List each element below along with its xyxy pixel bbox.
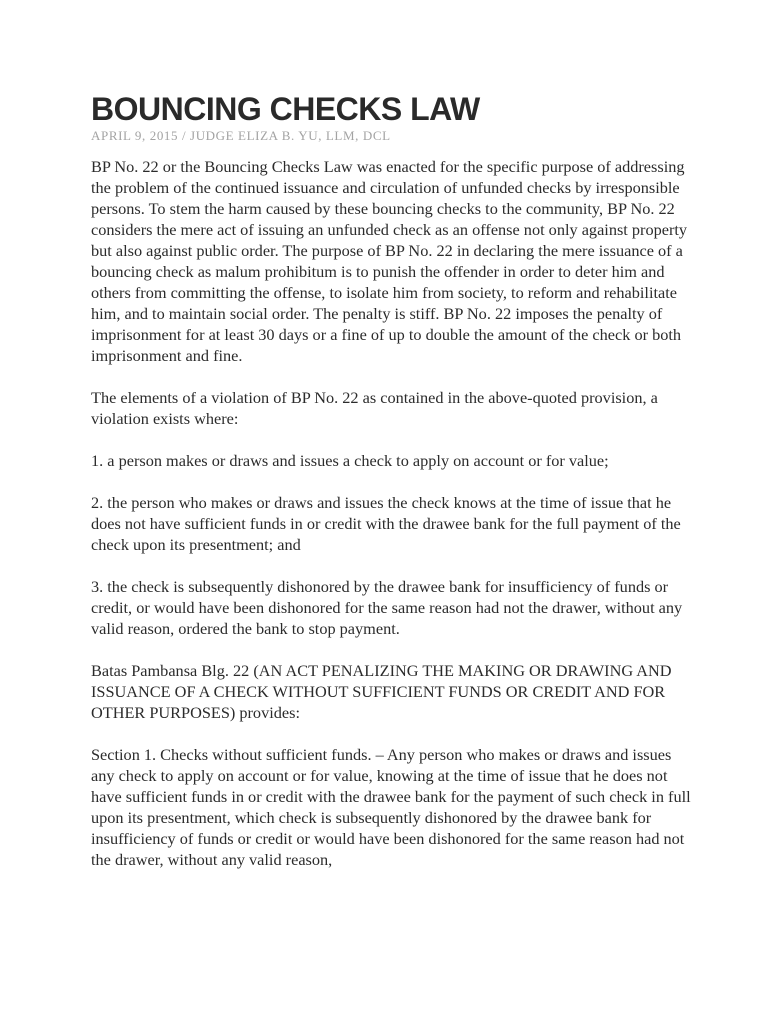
paragraph-element-1: 1. a person makes or draws and issues a check to apply on account or for value;	[91, 451, 609, 470]
paragraph-element-3: 3. the check is subsequently dishonored by the drawee bank for insufficiency of funds or credit, or would have been dishonored for the same reason had not the drawer, without any valid reason, ordered the bank to stop payment.	[91, 577, 683, 638]
paragraph-section-1: Section 1. Checks without sufficient funds. – Any person who makes or draws and issues any check to apply on account or for value, knowing at the time of issue that he does not have sufficient funds in or credit with the drawee bank for the payment of such check in full upon its presentment, which check is subsequently dishonored by the drawee bank for insufficiency of funds or credit or would have been dishonored for the same reason had not the drawer, without any valid reason,	[91, 745, 691, 869]
article	[91, 90, 691, 891]
paragraph-act-title: Batas Pambansa Blg. 22 (AN ACT PENALIZING THE MAKING OR DRAWING AND ISSUANCE OF A CHECK WITHOUT SUFFICIENT FUNDS OR CREDIT AND FOR OTHER PURPOSES) provides:	[91, 661, 672, 722]
paragraph-element-2: 2. the person who makes or draws and issues the check knows at the time of issue that he does not have sufficient funds in or credit with the drawee bank for the full payment of the check upon its presentment; and	[91, 493, 681, 554]
article-title: BOUNCING CHECKS LAW	[91, 91, 480, 127]
paragraph-elements: The elements of a violation of BP No. 22 as contained in the above-quoted provision, a violation exists where:	[91, 388, 658, 428]
article-meta: APRIL 9, 2015 / JUDGE ELIZA B. YU, LLM, DCL	[91, 128, 391, 143]
paragraph-intro: BP No. 22 or the Bouncing Checks Law was enacted for the specific purpose of addressing the problem of the continued issuance and circulation of unfunded checks by irresponsible persons. To stem the harm caused by these bouncing checks to the community, BP No. 22 considers the mere act of issuing an unfunded check as an offense not only against property but also against public order. The purpose of BP No. 22 in declaring the mere issuance of a bouncing check as malum prohibitum is to punish the offender in order to deter him and others from committing the offense, to isolate him from society, to reform and rehabilitate him, and to maintain social order. The penalty is stiff. BP No. 22 imposes the penalty of imprisonment for at least 30 days or a fine of up to double the amount of the check or both imprisonment and fine.	[91, 157, 688, 365]
